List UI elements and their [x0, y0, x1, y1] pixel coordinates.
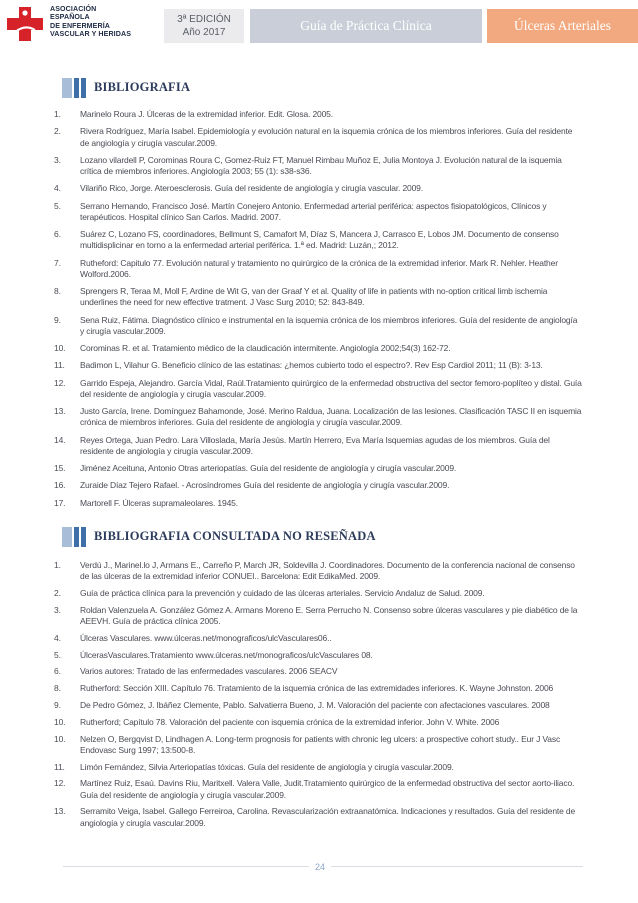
reference-text: Úlceras Vasculares. www.úlceras.net/monograficos/ulcVasculares06.. — [80, 632, 332, 643]
reference-number: 4. — [54, 632, 61, 643]
reference-number: 13. — [54, 406, 66, 417]
reference-item — [54, 314, 583, 337]
reference-number: 13. — [54, 806, 66, 817]
reference-number: 6. — [54, 229, 61, 240]
reference-number: 12. — [54, 778, 66, 789]
reference-item — [54, 716, 583, 728]
reference-number: 3. — [54, 604, 61, 615]
reference-item — [54, 632, 583, 644]
reference-number: 7. — [54, 257, 61, 268]
reference-item — [54, 604, 583, 627]
reference-item — [54, 683, 583, 694]
bibliography-list — [54, 109, 583, 515]
reference-text: Rivera Rodríguez, María Isabel. Epidemiología y evolución natural en la isquemia crónica de los miembros inferiores. Guía del residente de angiología y cirugía vascular.2009. — [80, 126, 573, 148]
reference-text: Rutheford: Capitulo 77. Evolución natural y tratamiento no quirúrgico de la crónica de la extremidad inferior. Mark R. Nehler. Heather Wolford.2006. — [80, 257, 558, 279]
reference-item — [54, 434, 583, 457]
reference-item — [54, 666, 583, 677]
reference-text: Roldan Valenzuela A. González Gómez A. Armans Moreno E. Serra Perrucho N. Consenso sobre úlceras vasculares y pie diabético de la AEEVH. Guía de práctica clínica 2005. — [80, 604, 578, 626]
reference-item — [54, 699, 583, 711]
reference-number: 8. — [54, 683, 61, 694]
reference-text: Garrido Espeja, Alejandro. García Vidal, Raúl.Tratamiento quirúrgico de la enfermedad obstructiva del sector femoro-poplíteo y distal. Guía del residente de angiología y cirugía vascular.2009. — [80, 377, 582, 399]
reference-number: 9. — [54, 699, 61, 710]
reference-number: 1. — [54, 109, 61, 119]
reference-item — [54, 497, 583, 509]
reference-item — [54, 806, 583, 828]
reference-text: Sprengers R, Teraa M, Moll F, Ardine de Wit G, van der Graaf Y et al. Quality of life in patients with no-option critical limb ischemia underlines the need for new effective tratment. J Vasc Surg 2010; 52: 843-849. — [80, 286, 548, 308]
reference-item — [54, 377, 583, 400]
reference-item — [54, 229, 583, 251]
reference-number: 6. — [54, 666, 61, 677]
red-cross-logo-icon — [6, 6, 44, 42]
reference-text: ÚlcerasVasculares.Tratamiento www.úlceras.net/monograficos/ulcVasculares 08. — [80, 649, 373, 660]
topic-tab: Úlceras Arteriales — [487, 9, 638, 43]
edition-box — [164, 9, 244, 43]
reference-item — [54, 200, 583, 223]
reference-text: Varios autores: Tratado de las enfermedades vasculares. 2006 SEACV — [80, 666, 338, 677]
guide-title: Guía de Práctica Clínica — [250, 9, 482, 43]
reference-item — [54, 183, 583, 194]
reference-number: 12. — [54, 377, 66, 388]
reference-text: Guía de práctica clínica para la prevención y cuidado de las úlceras arteriales. Servicio Andaluz de Salud. 2009. — [80, 588, 485, 598]
reference-item — [54, 257, 583, 280]
association-logo — [6, 4, 166, 44]
reference-number: 15. — [54, 463, 66, 474]
reference-text: Martorell F. Úlceras supramaleolares. 1945. — [80, 497, 238, 508]
reference-text: Limón Fernández, Silvia Arteriopatías tóxicas. Guía del residente de angiología y cirugía vascular.2009. — [80, 761, 454, 772]
reference-text: Verdú J., Marinel.lo J, Armans E., Carreño P, March JR, Soldevilla J. Coordinadores. Documento de la conferencia nacional de consenso de las úlceras de la extremidad inferior CONUEI.. Barcelona: Edit EdikaMed. 2009. — [80, 560, 575, 582]
reference-number: 10. — [54, 733, 66, 744]
reference-item — [54, 286, 583, 308]
reference-number: 14. — [54, 434, 66, 445]
reference-text: De Pedro Gómez, J. Ibáñez Clemente, Pablo. Salvatierra Bueno, J. M. Valoración del paciente con afectaciones vasculares. 2008 — [80, 699, 550, 710]
reference-text: Reyes Ortega, Juan Pedro. Lara Villoslada, María Jesús. Martín Herrero, Eva María Isquemias agudas de los miembros. Guía del residente de angiología y cirugía vascular.2009. — [80, 434, 550, 456]
reference-number: 5. — [54, 649, 61, 660]
reference-number: 10. — [54, 343, 66, 354]
reference-number: 5. — [54, 200, 61, 211]
reference-item — [54, 588, 583, 599]
reference-text: Martínez Ruiz, Esaú. Davins Riu, Maritxell. Valera Valle, Judit.Tratamiento quirúrgico de la enfermedad obstructiva del sector aorto-iliaco. Guía del residente de angiología y cirugía vascular.2009. — [80, 778, 575, 800]
reference-item — [54, 649, 583, 661]
section-title: BIBLIOGRAFIA CONSULTADA NO RESEÑADA — [94, 529, 376, 543]
reference-number: 17. — [54, 497, 66, 508]
reference-text: Justo García, Irene. Domínguez Bahamonde, José. Merino Raldua, Juana. Localización de las lesiones. Clasificación TASC II en isquemia crónica de miembros inferiores. Guía del residente de angiología y cirugía vascular.2009. — [80, 406, 582, 428]
reference-item — [54, 360, 583, 371]
reference-text: Serramito Veiga, Isabel. Gallego Ferreiroa, Carolina. Revascularización extraanatómica. Indicaciones y resultados. Guía del residente de angiología y cirugía vascular.2009. — [80, 806, 576, 828]
reference-text: Vilariño Rico, Jorge. Ateroesclerosis. Guía del residente de angiología y cirugía vascular. 2009. — [80, 183, 423, 194]
reference-number: 16. — [54, 480, 66, 491]
section-heading-bibliografia — [62, 78, 362, 98]
reference-item — [54, 109, 583, 120]
reference-item — [54, 761, 583, 773]
reference-number: 3. — [54, 154, 61, 165]
reference-text: Badimon L, Vilahur G. Beneficio clínico de las estatinas: ¿hemos cubierto todo el espectro?. Rev Esp Cardiol 2011; 11 (B): 3-13. — [80, 360, 543, 371]
reference-number: 4. — [54, 183, 61, 194]
reference-item — [54, 406, 583, 428]
reference-text: Zuraide Díaz Tejero Rafael. - Acrosíndromes Guía del residente de angiología y cirugía vascular.2009. — [80, 480, 450, 491]
reference-number: 10. — [54, 716, 66, 727]
consulted-bibliography-list — [54, 560, 583, 834]
reference-text: Corominas R. et al. Tratamiento médico de la claudicación intermitente. Angiología 2002;54(3) 162-72. — [80, 343, 451, 354]
reference-item — [54, 463, 583, 474]
reference-number: 8. — [54, 286, 61, 297]
section-title: BIBLIOGRAFIA — [94, 80, 191, 94]
reference-text: Sena Ruiz, Fátima. Diagnóstico clínico e instrumental en la isquemia crónica de los miembros inferiores. Guía del residente de angiología y cirugía vascular.2009. — [80, 314, 578, 336]
reference-number: 2. — [54, 588, 61, 598]
edition-year: Año 2017 — [182, 27, 226, 38]
edition-label: 3ª EDICIÓN — [177, 14, 231, 25]
reference-text: Suárez C, Lozano FS, coordinadores, Bellmunt S, Camafort M, Díaz S, Mancera J, Carrasco E, Lobos JM. Documento de consenso multidisplicinar en torno a la enfermedad arterial periférica. 1.ª ed. Madrid: Luzán,; 2012. — [80, 229, 559, 251]
reference-text: Rutherford: Sección XIII. Capítulo 76. Tratamiento de la isquemia crónica de las extremidades inferiores. K. Wayne Johnston. 2006 — [80, 683, 554, 694]
reference-text: Lozano vilardell P, Corominas Roura C, Gomez-Ruiz FT, Manuel Rimbau Muñoz E, Julia Montoya J. Evolución natural de la isquemia crítica de miembros inferiores. Angiología 2003; 55 (1): s38-s36. — [80, 154, 562, 176]
section-heading-consultada — [62, 527, 462, 547]
logo-line: ASOCIACIÓN — [50, 5, 97, 13]
reference-text: Marinelo Roura J. Úlceras de la extremidad inferior. Edit. Glosa. 2005. — [80, 109, 333, 119]
reference-number: 11. — [54, 761, 65, 772]
logo-text — [50, 5, 131, 39]
reference-text: Rutherford; Capítulo 78. Valoración del paciente con isquemia crónica de la extremidad inferior. John V. White. 2006 — [80, 716, 500, 727]
reference-number: 11. — [54, 360, 65, 371]
reference-number: 2. — [54, 126, 61, 137]
reference-item — [54, 480, 583, 491]
section-marker-icon — [62, 78, 88, 98]
reference-item — [54, 154, 583, 177]
section-marker-icon — [62, 527, 88, 547]
reference-item — [54, 343, 583, 354]
reference-item — [54, 126, 583, 148]
reference-number: 1. — [54, 560, 61, 570]
reference-item — [54, 560, 583, 582]
reference-text: Nelzen O, Bergqvist D, Lindhagen A. Long-term prognosis for patients with chronic leg ulcers: a prospective cohort study.. Eur J Vasc Endovasc Surg 1997; 13:500-8. — [80, 733, 561, 755]
reference-item — [54, 733, 583, 756]
logo-line: ESPAÑOLA — [50, 13, 90, 22]
reference-text: Serrano Hernando, Francisco José. Martín Conejero Antonio. Enfermedad arterial periférica: aspectos fisiopatológicos, Clínicos y terapéuticos. Hospital clínico San Carlos. Madrid. 2007. — [80, 200, 547, 222]
logo-line: VASCULAR Y HERIDAS — [50, 30, 132, 39]
logo-line: DE ENFERMERÍA — [50, 21, 111, 30]
reference-text: Jiménez Aceituna, Antonio Otras arteriopatías. Guía del residente de angiología y cirugía vascular.2009. — [80, 463, 457, 474]
page-number: 24 — [309, 860, 331, 874]
reference-number: 9. — [54, 314, 61, 325]
reference-item — [54, 778, 583, 800]
